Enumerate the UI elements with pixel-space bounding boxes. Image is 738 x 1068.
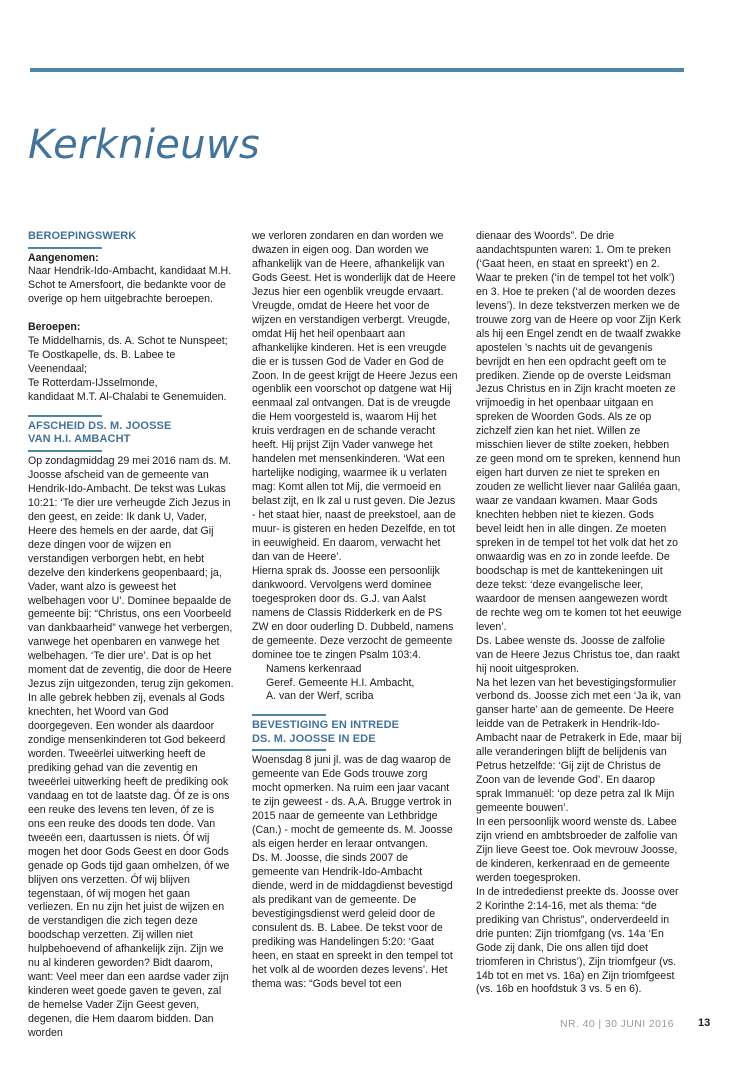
column-3-paragraph: dienaar des Woords”. De drie aandachtspunten waren: 1. Om te preken (‘Gaat heen, en staat en spreekt’) en 2. Waar te preken (‘in de tempel tot het volk’) en 3. Hoe te preken (‘al de woorden dezes levens’). In deze tekstverzen merken we de trouwe zorg van de Heere op voor Zijn Kerk als hij een Engel zendt en de twaalf zwakke apostelen ’s nachts uit de gevangenis bevrijdt en hen een opdracht geeft om te prediken. Ziende op de overste Leidsman Jezus Christus en in Zijn kracht moeten ze vrijmoedig in het openbaar uitgaan en spreken de Woorden Gods. Als ze op zichzelf zien kan het niet. Willen ze misschien liever de stilte zoeken, hebben ze geen mond om te spreken, kennend hun eigen hart durven ze niet te spreken en zouden ze wellicht liever naar Galiléa gaan, waar ze vandaan kwamen. Maar Gods knechten hebben niet te kiezen. Gods bevel leidt hen in alle dingen. Ze moeten spreken in de tempel tot het volk dat het zo onwaardig was en zo in zonde leefde. De boodschap is met de kanttekeningen uit deze tekst: ‘deze evangelische leer, waardoor de mensen aangewezen wordt de rechte weg om te komen tot het eeuwige leven’. xyxy=(476,230,682,633)
afscheid-text-continued: we verloren zondaren en dan worden we dwazen in eigen oog. Dan worden we afhankelijk van de Heere, afhankelijk van Gods Geest. Het is wonderlijk dat de Heere Jezus hier een ogenblik vreugde ervaart. Vreugde, omdat de Heere het voor de wijzen en verstandigen verbergt. Vreugde, omdat Hij het heil openbaart aan afhankelijke kinderen. Het is een vreugde die er is tussen God de Vader en God de Zoon. In de geest krijgt de Heere Jezus een ogenblik een voorschot op datgene wat Hij eenmaal zal ontvangen. Dat is de vreugde die Hem voorgesteld is, waarom Hij het kruis verdragen en de schande veracht heeft. Hij prijst Zijn Vader vanwege het handelen met mensenkinderen. ‘Wat een hartelijke nodiging, waarmee ik u verlaten mag: Komt allen tot Mij, die vermoeid en belast zijt, en Ik zal u rust geven. Die Jezus - het staat hier, naast de preekstoel, aan de muur- is gisteren en heden Dezelfde, en tot in eeuwigheid. En daarom, verwacht het dan van de Heere’. xyxy=(252,230,458,563)
beroepen-line: kandidaat M.T. Al-Chalabi te Genemuiden. xyxy=(28,391,227,404)
page-title: Kerknieuws xyxy=(28,122,261,168)
bevestiging-paragraph: Ds. M. Joosse, die sinds 2007 de gemeente van Hendrik-Ido-Ambacht diende, werd in de middagdienst bevestigd als predikant van de gemeente. De bevestigingsdienst werd geleid door de consulent ds. B. Labee. De tekst voor de prediking was Handelingen 5:20: ‘Gaat heen, en staat en spreekt in den tempel tot het volk al de woorden dezes levens’. Het thema was: “Gods bevel tot een xyxy=(252,852,453,990)
section-heading-beroepingswerk: BEROEPINGSWERK xyxy=(28,230,137,242)
section-divider xyxy=(28,415,102,417)
column-1 xyxy=(28,230,234,1041)
section-heading-bevestiging xyxy=(252,719,458,746)
afscheid-text: Op zondagmiddag 29 mei 2016 nam ds. M. Joosse afscheid van de gemeente van Hendrik-Ido-Ambacht. De tekst was Lukas 10:21: ‘Te dier ure verheugde Zich Jezus in den geest, en zeide: Ik dank U, Vader, Heere des hemels en der aarde, dat Gij deze dingen voor de wijzen en verstandigen verborgen hebt, en hebt dezelve den kinderkens geopenbaard; ja, Vader, want alzo is geweest het welbehagen voor U’. Dominee bepaalde de gemeente bij: “Christus, ons een Voorbeeld van dankbaarheid” vanwege het verbergen, vanwege het openbaren en vanwege het welbehagen. ‘Te dier ure’. Dat is op het moment dat de zeventig, die door de Heere Jezus zijn uitgezonden, terug zijn gekomen. In alle gebrek hebben zij, evenals al Gods knechten, het Woord van God doorgegeven. Een wonder als daardoor zondige mensenkinderen tot God bekeerd worden. Tweeërlei uitwerking heeft de prediking gehad van die zeventig en tweeërlei uitwerking heeft de prediking ook vandaag en tot de laatste dag. Óf ze is ons een reuke des levens ten leven, óf ze is ons een reuke des doods ten dode. Van tweeën een, daartussen is niets. Óf wij mogen het door Gods Geest en door Gods genade op Gods tijd gaan omhelzen, óf we blijven ons verzetten. Óf wij blijven tegenstaan, óf wij mogen het gaan verliezen. En nu zijn het juist de wijzen en de verstandigen die zich tegen deze boodschap verzetten. Zij willen niet hulpbehoevend of afhankelijk zijn. Zijn we nu al kinderen geworden? Bidt daarom, want: Veel meer dan een aardse vader zijn kinderen weet goede gaven te geven, zal de hemelse Vader Zijn Geest geven, degenen, die Hem daarom bidden. Dan worden xyxy=(28,454,234,1040)
page-number: 13 xyxy=(698,1017,711,1029)
column-3-paragraph: In de intrededienst preekte ds. Joosse over 2 Korinthe 2:14-16, met als thema: “de prediking van Christus”, onderverdeeld in drie punten: Zijn triomfgang (vs. 14a ‘En Gode zij dank, Die ons allen tijd doet triomferen in Christus’), Zijn triomfgeur (vs. 14b tot en met vs. 16a) en Zijn triomfgeest (vs. 16b en hoofdstuk 3 vs. 5 en 6). xyxy=(476,885,679,996)
signature-line: A. van der Werf, scriba xyxy=(266,690,374,703)
bevestiging-paragraph: Woensdag 8 juni jl. was de dag waarop de gemeente van Ede Gods trouwe zorg mocht opmerken. Na ruim een jaar vacant te zijn geweest - ds. A.A. Brugge vertrok in 2015 naar de gemeente van Lethbridge (Can.) - mocht de gemeente ds. M. Joosse als eigen herder en leraar ontvangen. xyxy=(252,754,453,851)
beroepen-line: Te Middelharnis, ds. A. Schot te Nunspeet; xyxy=(28,335,228,348)
footer-issue: NR. 40 | 30 JUNI 2016 xyxy=(560,1018,674,1030)
beroepen-line: Te Oostkapelle, ds. B. Labee te Veenendaal; xyxy=(28,349,176,376)
column-2 xyxy=(252,230,458,992)
section-divider xyxy=(252,714,326,716)
section-divider xyxy=(28,450,102,452)
heading-line: BEVESTIGING EN INTREDE xyxy=(252,719,400,732)
column-3 xyxy=(476,230,682,997)
signature-line: Namens kerkenraad xyxy=(266,662,362,675)
signature-line: Geref. Gemeente H.I. Ambacht, xyxy=(266,676,415,689)
aangenomen-text: Naar Hendrik-Ido-Ambacht, kandidaat M.H. Schot te Amersfoort, die bedankte voor de overige op hem uitgebrachte beroepen. xyxy=(28,265,232,306)
aangenomen-label: Aangenomen: xyxy=(28,251,99,264)
heading-line: DS. M. JOOSSE IN EDE xyxy=(252,732,376,745)
beroepen-label: Beroepen: xyxy=(28,321,81,334)
column-3-paragraph: In een persoonlijk woord wenste ds. Labee zijn vriend en ambtsbroeder de zalfolie van Zijn lieve Geest toe. Ook mevrouw Joosse, de kinderen, kerkenraad en de gemeente werden toegesproken. xyxy=(476,816,678,884)
top-rule xyxy=(30,68,684,72)
section-heading-afscheid xyxy=(28,420,234,447)
heading-line: VAN H.I. AMBACHT xyxy=(28,433,131,446)
section-divider xyxy=(28,247,102,249)
beroepen-line: Te Rotterdam-IJsselmonde, xyxy=(28,377,158,390)
column-3-paragraph: Ds. Labee wenste ds. Joosse de zalfolie van de Heere Jezus Christus toe, dan raakt hij nooit uitgesproken. xyxy=(476,634,680,675)
column-3-paragraph: Na het lezen van het bevestigingsformulier verbond ds. Joosse zich met een ‘Ja ik, van ganser harte’ aan de gemeente. De Heere leidde van de Petrakerk in Hendrik-Ido-Ambacht naar de Petrakerk in Ede, maar bij alle veranderingen blijft de belijdenis van Petrus hetzelfde: ‘Gij zijt de Christus de Zoon van de levende God’. En daarop sprak Immanuël: ‘op deze petra zal Ik Mijn gemeente bouwen’. xyxy=(476,676,682,815)
heading-line: AFSCHEID DS. M. JOOSSE xyxy=(28,419,172,432)
section-divider xyxy=(252,749,326,751)
afscheid-text-after: Hierna sprak ds. Joosse een persoonlijk dankwoord. Vervolgens werd dominee toegesproken door ds. G.J. van Aalst namens de Classis Ridderkerk en de PS ZW en door ouderling D. Dubbeld, namens de gemeente. Deze verzocht de gemeente dominee toe te zingen Psalm 103:4. xyxy=(252,564,454,661)
